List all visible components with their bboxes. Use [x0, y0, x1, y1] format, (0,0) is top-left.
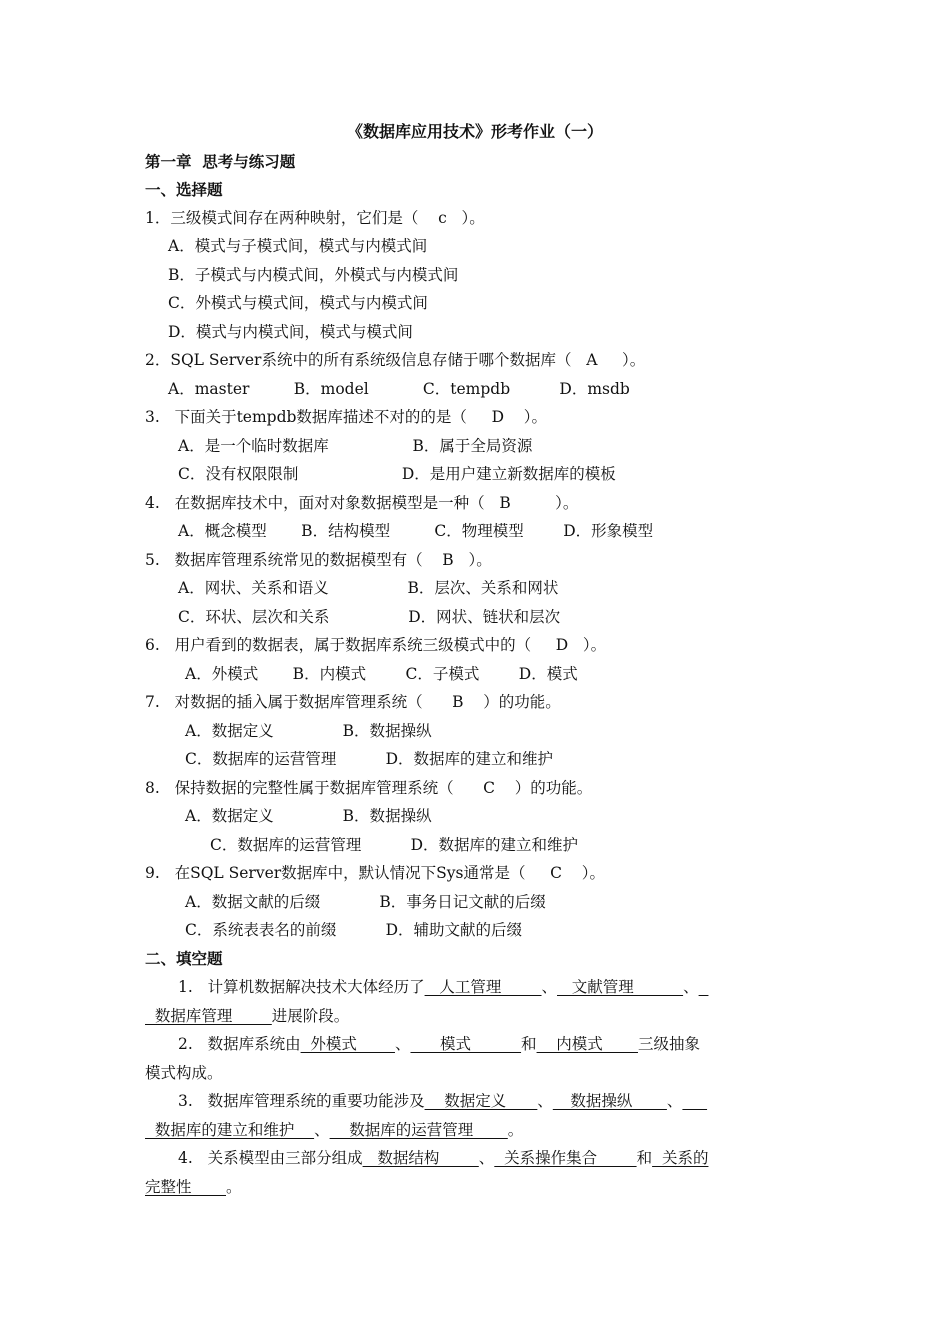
fill-in-3-answer-4: 数据库的运营管理	[329, 1121, 508, 1139]
fill-in-1-answer-1: 人工管理__	[424, 978, 542, 996]
question-1-option-d: D．模式与内模式间，模式与模式间	[168, 323, 413, 341]
question-2: 2．SQL Server系统中的所有系统级信息存储于哪个数据库（ A ）。	[145, 351, 646, 369]
fill-in-4-answer-3: 关系的	[652, 1149, 709, 1167]
question-3: 3. 下面关于tempdb数据库描述不对的的是（ D ）。	[145, 408, 547, 426]
fill-in-2-answer-2: 模式__	[410, 1035, 522, 1053]
fill-in-2-answer-3: 内模式 __	[536, 1035, 638, 1053]
question-3-options-row-2: C．没有权限限制 D．是用户建立新数据库的模板	[178, 465, 616, 483]
question-1-option-c: C．外模式与模式间，模式与内模式间	[168, 294, 428, 312]
section-heading-fill-in: 二、填空题	[145, 949, 223, 968]
fill-in-2-text-1: 2. 数据库系统由	[178, 1035, 301, 1053]
fill-in-1	[178, 976, 708, 998]
fill-in-3-text-end: 。	[507, 1121, 524, 1139]
question-4: 4. 在数据库技术中，面对对象数据模型是一种（ B ）。	[145, 494, 579, 512]
question-7-options-row-2: C．数据库的运营管理 D．数据库的建立和维护	[185, 750, 554, 768]
fill-in-2-answer-1: 外模式___	[300, 1035, 395, 1053]
question-5-options-row-1: A．网状、关系和语义 B．层次、关系和网状	[178, 579, 559, 597]
question-2-options: A．master B．model C．tempdb D．msdb	[168, 380, 630, 398]
fill-in-4-text-1: 4. 关系模型由三部分组成	[178, 1149, 363, 1167]
question-8-options-row-2: C．数据库的运营管理 D．数据库的建立和维护	[210, 836, 579, 854]
fill-in-1-answer-3: 数据库管理	[145, 1007, 272, 1025]
fill-in-1-text-end: 进展阶段。	[271, 1007, 350, 1025]
fill-in-3-sep-3: 、	[314, 1121, 330, 1139]
fill-in-3-text-1: 3. 数据库管理系统的重要功能涉及	[178, 1092, 425, 1110]
fill-in-3-sep-2: 、	[666, 1092, 683, 1110]
question-1: 1．三级模式间存在两种映射，它们是（ c ）。	[145, 209, 485, 227]
question-1-option-b: B．子模式与内模式间，外模式与内模式间	[168, 266, 459, 284]
fill-in-2-sep-2: 和	[521, 1035, 537, 1053]
question-6: 6. 用户看到的数据表，属于数据库系统三级模式中的（ D ）。	[145, 636, 607, 654]
fill-in-1-sep-1: 、	[541, 978, 558, 996]
fill-in-4-continued	[145, 1176, 242, 1198]
fill-in-2-continued: 模式构成。	[145, 1064, 223, 1082]
chapter-heading: 第一章 思考与练习题	[145, 152, 296, 171]
fill-in-1-text-1: 1. 计算机数据解决技术大体经历了	[178, 978, 425, 996]
question-8-options-row-1: A．数据定义 B．数据操纵	[185, 807, 432, 825]
question-5: 5. 数据库管理系统常见的数据模型有（ B ）。	[145, 551, 492, 569]
fill-in-3-answer-3: 数据库的建立和维护	[145, 1121, 315, 1139]
fill-in-1-continued	[145, 1005, 349, 1027]
fill-in-4-answer-1: 数据结构	[362, 1149, 479, 1167]
fill-in-1-answer-2: 文献管理	[557, 978, 684, 996]
question-5-options-row-2: C．环状、层次和关系 D．网状、链状和层次	[178, 608, 561, 626]
fill-in-4-sep-2: 和	[636, 1149, 653, 1167]
question-4-options: A．概念模型 B．结构模型 C．物理模型 D．形象模型	[178, 522, 654, 540]
section-heading-choice: 一、选择题	[145, 180, 223, 199]
question-6-options: A．外模式 B．内模式 C．子模式 D．模式	[185, 665, 578, 683]
fill-in-4-answer-3-end: 完整性	[145, 1178, 226, 1196]
fill-in-4-text-end: 。	[226, 1178, 242, 1196]
fill-in-3	[178, 1090, 707, 1112]
fill-in-2	[178, 1033, 700, 1055]
fill-in-3-answer-2: _数据操纵	[552, 1092, 667, 1110]
question-9-options-row-1: A．数据文献的后缀 B．事务日记文献的后缀	[185, 893, 546, 911]
question-1-option-a: A．模式与子模式间，模式与内模式间	[168, 237, 428, 255]
fill-in-3-answer-1: 数据定义____	[424, 1092, 538, 1110]
question-9: 9. 在SQL Server数据库中，默认情况下Sys通常是（ C ）。	[145, 864, 605, 882]
question-8: 8. 保持数据的完整性属于数据库管理系统（ C ）的功能。	[145, 779, 593, 797]
question-9-options-row-2: C．系统表表名的前缀 D．辅助文献的后缀	[185, 921, 523, 939]
fill-in-4-answer-2: 关系操作集合	[494, 1149, 637, 1167]
fill-in-3-sep-1: 、	[537, 1092, 553, 1110]
question-7-options-row-1: A．数据定义 B．数据操纵	[185, 722, 432, 740]
fill-in-3-continued	[145, 1119, 523, 1141]
fill-in-2-text-2: 三级抽象	[637, 1035, 700, 1053]
question-7: 7. 对数据的插入属于数据库管理系统（ B ）的功能。	[145, 693, 561, 711]
fill-in-3-blank-tail	[682, 1092, 707, 1110]
document-title: 《数据库应用技术》形考作业（一）	[346, 122, 603, 141]
fill-in-4	[178, 1147, 708, 1169]
fill-in-1-sep-2: 、	[683, 978, 699, 996]
question-3-options-row-1: A．是一个临时数据库 B．属于全局资源	[178, 437, 533, 455]
fill-in-1-blank-tail	[699, 978, 709, 996]
fill-in-2-sep-1: 、	[394, 1035, 411, 1053]
fill-in-4-sep-1: 、	[478, 1149, 495, 1167]
